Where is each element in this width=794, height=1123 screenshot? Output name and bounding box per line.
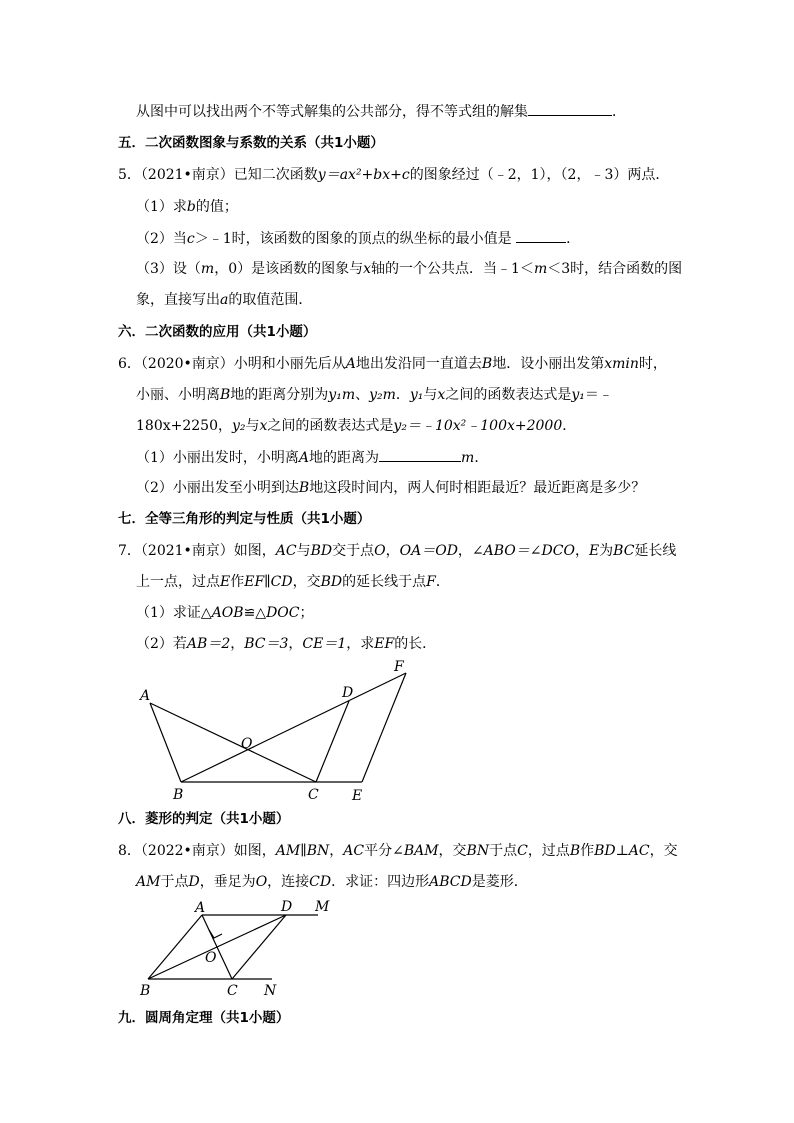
section-heading: 六．二次函数的应用（共1小题） — [118, 324, 317, 340]
label-M: M — [315, 899, 330, 915]
question-7-stem: 7．（2021•南京）如图，AC与BD交于点O，OA＝OD，∠ABO＝∠DCO，E为BC延长线 — [118, 543, 677, 559]
label-E: E — [352, 788, 363, 804]
question-6-part-1: （1）小丽出发时，小明离A地的距离为 m． — [136, 447, 488, 468]
segment-DC — [232, 915, 286, 979]
question-5-part-3-cont: 象，直接写出a的取值范围． — [136, 292, 313, 308]
question-6-stem-2: 小丽、小明离B地的距离分别为y₁m、y₂m．y₁与x之间的函数表达式是y₁＝﹣ — [136, 387, 613, 403]
label-N: N — [264, 983, 277, 999]
question-6-stem: 6．（2020•南京）小明和小丽先后从A地出发沿同一直道去B地．设小丽出发第xmin时， — [118, 356, 667, 372]
question-5-part-1: （1）求b的值； — [136, 199, 238, 215]
label-F: F — [394, 659, 404, 675]
text-line: 从图中可以找出两个不等式解集的公共部分，得不等式组的解集 ． — [136, 101, 626, 122]
segment-AB — [148, 915, 202, 979]
question-7-part-1: （1）求证△AOB≌△DOC； — [136, 605, 314, 621]
question-8-stem: 8．（2022•南京）如图，AM∥BN，AC平分∠BAM，交BN于点C，过点B作BD⊥AC，交 — [118, 843, 678, 859]
label-C: C — [308, 787, 319, 803]
label-O: O — [241, 736, 253, 752]
segment-BD — [148, 915, 286, 979]
label-D: D — [281, 899, 293, 915]
question-5-part-2: （2）当c＞﹣1时，该函数的图象的顶点的纵坐标的最小值是 ． — [136, 228, 580, 249]
label-C: C — [227, 983, 238, 999]
section-heading: 八．菱形的判定（共1小题） — [118, 811, 290, 827]
question-6-part-2: （2）小丽出发至小明到达B地这段时间内，两人何时相距最近？最近距离是多少？ — [136, 480, 646, 496]
label-O: O — [205, 950, 217, 966]
question-5-stem: 5．（2021•南京）已知二次函数y＝ax²+bx+c的图象经过（﹣2，1），（2，﹣3）两点． — [118, 167, 670, 183]
label-B: B — [173, 787, 184, 803]
right-angle-mark — [209, 930, 222, 938]
section-heading: 七．全等三角形的判定与性质（共1小题） — [118, 511, 371, 527]
text: 从图中可以找出两个不等式解集的公共部分，得不等式组的解集 — [136, 104, 528, 120]
question-7-part-2: （2）若AB＝2，BC＝3，CE＝1，求EF的长． — [136, 636, 437, 652]
label-B: B — [140, 983, 151, 999]
label-D: D — [342, 685, 354, 701]
section-heading: 五．二次函数图象与系数的关系（共1小题） — [118, 135, 384, 151]
label-A: A — [140, 688, 151, 704]
question-8-stem-2: AM于点D，垂足为O，连接CD．求证：四边形ABCD是菱形． — [136, 874, 528, 890]
question-6-stem-3: 180x+2250，y₂与x之间的函数表达式是y₂＝﹣10x²﹣100x+2000． — [136, 418, 577, 434]
question-7-stem-2: 上一点，过点E作EF∥CD，交BD的延长线于点F． — [136, 574, 450, 590]
label-A: A — [195, 900, 206, 916]
formula: y＝ax²+bx+c — [317, 167, 410, 183]
section-heading: 九．圆周角定理（共1小题） — [118, 1010, 290, 1026]
question-5-part-3: （3）设（m，0）是该函数的图象与x轴的一个公共点．当﹣1＜m＜3时，结合函数的图 — [136, 261, 683, 277]
